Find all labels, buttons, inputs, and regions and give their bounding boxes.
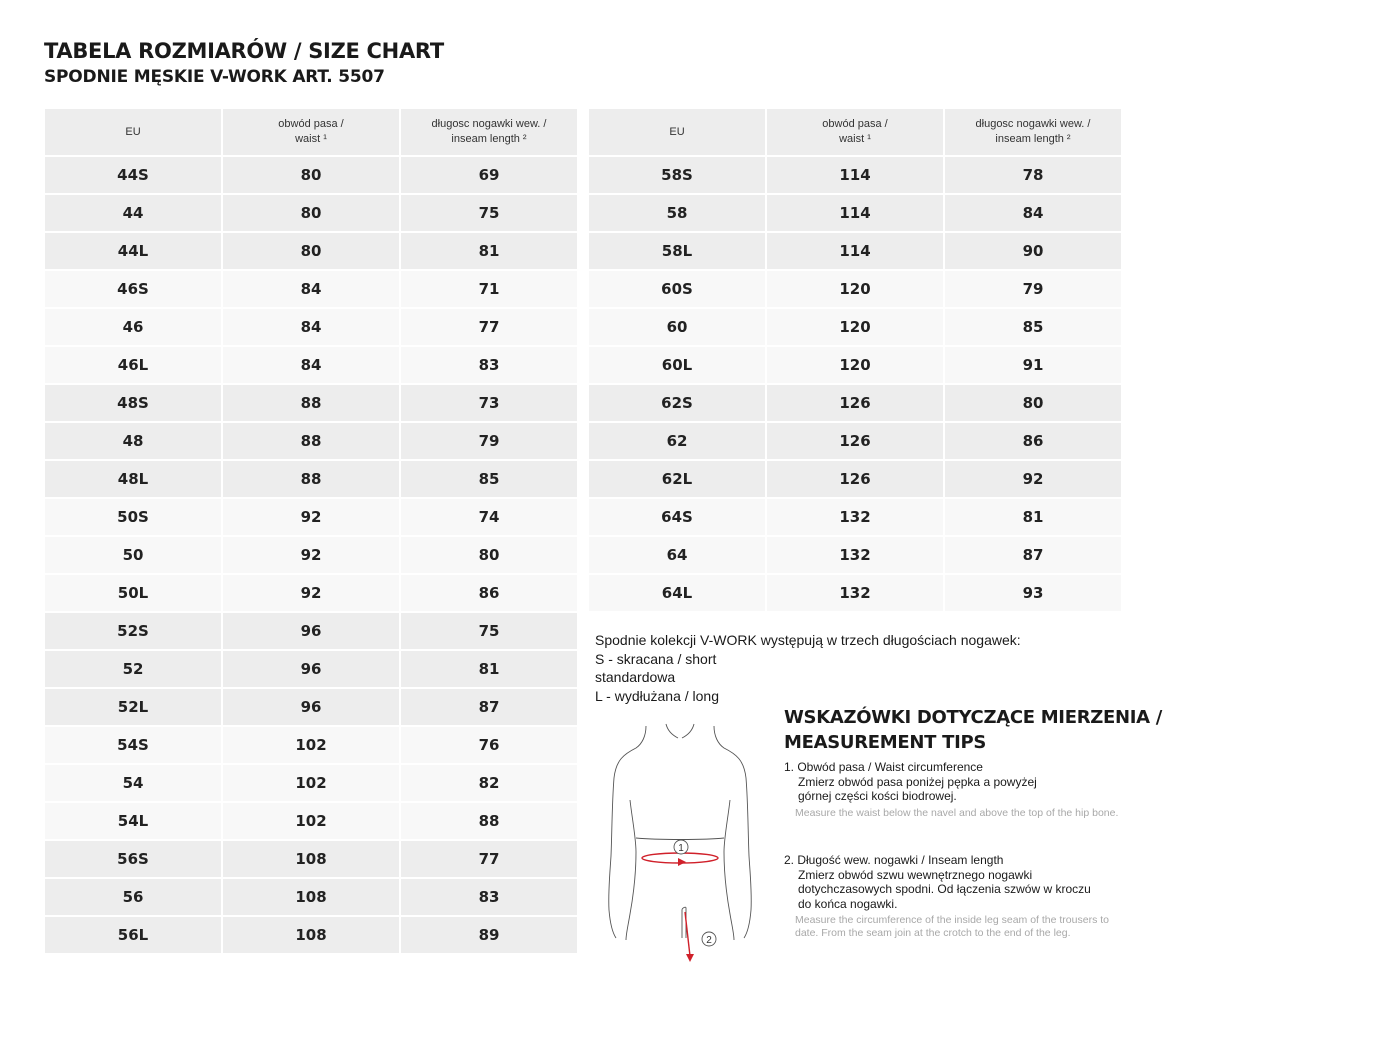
table-row bbox=[45, 727, 577, 763]
table-row bbox=[589, 385, 1121, 421]
cell-eu-size: 50L bbox=[45, 575, 221, 611]
table-row bbox=[45, 309, 577, 345]
cell-eu-size: 44L bbox=[45, 233, 221, 269]
table-row bbox=[45, 499, 577, 535]
table-row bbox=[45, 271, 577, 307]
tip-heading: 2. Długość wew. nogawki / Inseam length bbox=[784, 853, 1004, 867]
table-row bbox=[45, 575, 577, 611]
column-header-waist-line1: obwód pasa / bbox=[822, 118, 888, 130]
cell-waist: 108 bbox=[223, 917, 399, 953]
cell-waist: 108 bbox=[223, 841, 399, 877]
cell-eu-size: 64 bbox=[589, 537, 765, 573]
cell-eu-size: 62 bbox=[589, 423, 765, 459]
size-table-left-body bbox=[45, 157, 577, 953]
cell-eu-size: 48L bbox=[45, 461, 221, 497]
tip-inseam bbox=[784, 853, 1124, 940]
cell-waist: 114 bbox=[767, 157, 943, 193]
cell-waist: 88 bbox=[223, 423, 399, 459]
column-header-waist-line2: waist ¹ bbox=[839, 133, 871, 145]
column-header-inseam-line1: długosc nogawki wew. / bbox=[431, 118, 547, 130]
cell-waist: 88 bbox=[223, 385, 399, 421]
column-header-eu-label: EU bbox=[669, 125, 685, 138]
cell-inseam: 90 bbox=[945, 233, 1121, 269]
column-header-waist bbox=[223, 109, 399, 155]
table-row bbox=[45, 613, 577, 649]
cell-waist: 96 bbox=[223, 689, 399, 725]
cell-inseam: 86 bbox=[401, 575, 577, 611]
tip-text-en: Measure the waist below the navel and above the top of the hip bone. bbox=[795, 806, 1119, 819]
table-row bbox=[589, 575, 1121, 611]
cell-waist: 84 bbox=[223, 271, 399, 307]
table-row bbox=[45, 841, 577, 877]
cell-waist: 102 bbox=[223, 803, 399, 839]
table-row bbox=[589, 157, 1121, 193]
cell-inseam: 76 bbox=[401, 727, 577, 763]
table-row bbox=[45, 423, 577, 459]
table-row bbox=[45, 879, 577, 915]
cell-inseam: 69 bbox=[401, 157, 577, 193]
length-note-line: standardowa bbox=[595, 669, 676, 685]
cell-inseam: 78 bbox=[945, 157, 1121, 193]
length-note-line: Spodnie kolekcji V-WORK występują w trzech długościach nogawek: bbox=[595, 632, 1021, 648]
cell-waist: 102 bbox=[223, 765, 399, 801]
cell-inseam: 75 bbox=[401, 613, 577, 649]
cell-eu-size: 62S bbox=[589, 385, 765, 421]
cell-eu-size: 52 bbox=[45, 651, 221, 687]
cell-eu-size: 56L bbox=[45, 917, 221, 953]
column-header-inseam-line1: długosc nogawki wew. / bbox=[975, 118, 1091, 130]
column-header-waist-line2: waist ¹ bbox=[295, 133, 327, 145]
measurement-tips-title-line1: WSKAZÓWKI DOTYCZĄCE MIERZENIA / bbox=[784, 707, 1163, 728]
cell-inseam: 89 bbox=[401, 917, 577, 953]
cell-eu-size: 52S bbox=[45, 613, 221, 649]
cell-inseam: 82 bbox=[401, 765, 577, 801]
cell-inseam: 77 bbox=[401, 309, 577, 345]
cell-eu-size: 50 bbox=[45, 537, 221, 573]
cell-inseam: 87 bbox=[401, 689, 577, 725]
tip-text-pl: Zmierz obwód szwu wewnętrznego nogawki bbox=[798, 867, 1033, 882]
cell-inseam: 80 bbox=[401, 537, 577, 573]
cell-inseam: 85 bbox=[945, 309, 1121, 345]
cell-waist: 84 bbox=[223, 309, 399, 345]
cell-eu-size: 52L bbox=[45, 689, 221, 725]
cell-eu-size: 60S bbox=[589, 271, 765, 307]
inseam-marker-label: 2 bbox=[706, 935, 712, 946]
column-header-inseam-line2: inseam length ² bbox=[451, 133, 527, 145]
cell-eu-size: 64S bbox=[589, 499, 765, 535]
size-table-right bbox=[587, 107, 1123, 613]
cell-waist: 108 bbox=[223, 879, 399, 915]
cell-eu-size: 58 bbox=[589, 195, 765, 231]
cell-waist: 120 bbox=[767, 309, 943, 345]
length-note-line: L - wydłużana / long bbox=[595, 687, 719, 704]
cell-eu-size: 54S bbox=[45, 727, 221, 763]
cell-waist: 80 bbox=[223, 157, 399, 193]
cell-eu-size: 54L bbox=[45, 803, 221, 839]
cell-eu-size: 50S bbox=[45, 499, 221, 535]
tip-text-pl: Zmierz obwód pasa poniżej pępka a powyżej bbox=[798, 774, 1037, 789]
size-table-left bbox=[43, 107, 579, 955]
cell-waist: 96 bbox=[223, 613, 399, 649]
length-note bbox=[595, 631, 1021, 705]
cell-inseam: 86 bbox=[945, 423, 1121, 459]
cell-inseam: 73 bbox=[401, 385, 577, 421]
table-row bbox=[45, 537, 577, 573]
table-row bbox=[589, 271, 1121, 307]
cell-eu-size: 44S bbox=[45, 157, 221, 193]
cell-eu-size: 46L bbox=[45, 347, 221, 383]
tip-text-pl: do końca nogawki. bbox=[798, 896, 898, 911]
body-outline bbox=[609, 724, 752, 940]
size-table-right-body bbox=[589, 157, 1121, 611]
table-row bbox=[589, 423, 1121, 459]
table-row bbox=[45, 157, 577, 193]
cell-eu-size: 58S bbox=[589, 157, 765, 193]
tip-text-pl: dotychczasowych spodni. Od łączenia szwów w kroczu bbox=[798, 882, 1091, 896]
column-header-inseam bbox=[401, 109, 577, 155]
table-row bbox=[589, 233, 1121, 269]
cell-eu-size: 48 bbox=[45, 423, 221, 459]
cell-waist: 132 bbox=[767, 499, 943, 535]
cell-inseam: 88 bbox=[401, 803, 577, 839]
body-measurement-figure bbox=[606, 722, 756, 970]
cell-waist: 80 bbox=[223, 195, 399, 231]
measurement-tips-title bbox=[784, 705, 1162, 755]
cell-waist: 114 bbox=[767, 195, 943, 231]
column-header-inseam bbox=[945, 109, 1121, 155]
tip-text-en: Measure the circumference of the inside leg seam of the trousers to date. From the seam join at the crotch to the end of the leg. bbox=[795, 914, 1109, 939]
table-row bbox=[589, 461, 1121, 497]
column-header-eu bbox=[589, 109, 765, 155]
cell-eu-size: 48S bbox=[45, 385, 221, 421]
cell-inseam: 71 bbox=[401, 271, 577, 307]
cell-waist: 132 bbox=[767, 537, 943, 573]
cell-eu-size: 60L bbox=[589, 347, 765, 383]
cell-inseam: 87 bbox=[945, 537, 1121, 573]
tip-waist bbox=[784, 760, 1124, 820]
table-row bbox=[589, 195, 1121, 231]
column-header-eu-label: EU bbox=[125, 125, 141, 138]
cell-eu-size: 46 bbox=[45, 309, 221, 345]
cell-eu-size: 44 bbox=[45, 195, 221, 231]
cell-eu-size: 58L bbox=[589, 233, 765, 269]
cell-waist: 88 bbox=[223, 461, 399, 497]
cell-inseam: 79 bbox=[945, 271, 1121, 307]
cell-eu-size: 46S bbox=[45, 271, 221, 307]
table-row bbox=[45, 651, 577, 687]
cell-waist: 92 bbox=[223, 537, 399, 573]
cell-waist: 126 bbox=[767, 461, 943, 497]
table-row bbox=[45, 195, 577, 231]
length-note-line: S - skracana / short bbox=[595, 650, 717, 667]
cell-eu-size: 64L bbox=[589, 575, 765, 611]
cell-inseam: 81 bbox=[945, 499, 1121, 535]
column-header-waist-line1: obwód pasa / bbox=[278, 118, 344, 130]
table-row bbox=[45, 689, 577, 725]
cell-waist: 96 bbox=[223, 651, 399, 687]
table-header-row bbox=[45, 109, 577, 155]
cell-waist: 120 bbox=[767, 271, 943, 307]
inseam-arrow-icon bbox=[686, 954, 694, 962]
cell-waist: 80 bbox=[223, 233, 399, 269]
waist-marker-label: 1 bbox=[678, 843, 684, 854]
table-row bbox=[589, 309, 1121, 345]
column-header-eu bbox=[45, 109, 221, 155]
cell-inseam: 83 bbox=[401, 879, 577, 915]
cell-waist: 92 bbox=[223, 499, 399, 535]
cell-waist: 114 bbox=[767, 233, 943, 269]
cell-waist: 102 bbox=[223, 727, 399, 763]
table-row bbox=[45, 803, 577, 839]
table-row bbox=[45, 917, 577, 953]
table-row bbox=[45, 233, 577, 269]
column-header-inseam-line2: inseam length ² bbox=[995, 133, 1071, 145]
cell-waist: 132 bbox=[767, 575, 943, 611]
page-subtitle: SPODNIE MĘSKIE V-WORK ART. 5507 bbox=[44, 67, 385, 87]
cell-inseam: 93 bbox=[945, 575, 1121, 611]
cell-inseam: 83 bbox=[401, 347, 577, 383]
cell-inseam: 81 bbox=[401, 651, 577, 687]
tip-heading: 1. Obwód pasa / Waist circumference bbox=[784, 760, 983, 774]
cell-eu-size: 62L bbox=[589, 461, 765, 497]
cell-waist: 126 bbox=[767, 423, 943, 459]
cell-inseam: 84 bbox=[945, 195, 1121, 231]
table-row bbox=[45, 385, 577, 421]
cell-inseam: 85 bbox=[401, 461, 577, 497]
measurement-tips-title-line2: MEASUREMENT TIPS bbox=[784, 732, 987, 753]
page-title: TABELA ROZMIARÓW / SIZE CHART bbox=[44, 39, 444, 63]
cell-eu-size: 56S bbox=[45, 841, 221, 877]
table-row bbox=[45, 765, 577, 801]
cell-waist: 120 bbox=[767, 347, 943, 383]
waist-arrow-icon bbox=[678, 858, 686, 866]
cell-inseam: 79 bbox=[401, 423, 577, 459]
table-row bbox=[589, 499, 1121, 535]
table-row bbox=[45, 461, 577, 497]
cell-inseam: 74 bbox=[401, 499, 577, 535]
cell-eu-size: 60 bbox=[589, 309, 765, 345]
cell-inseam: 75 bbox=[401, 195, 577, 231]
column-header-waist bbox=[767, 109, 943, 155]
cell-inseam: 92 bbox=[945, 461, 1121, 497]
cell-waist: 92 bbox=[223, 575, 399, 611]
table-row bbox=[45, 347, 577, 383]
cell-inseam: 80 bbox=[945, 385, 1121, 421]
tip-text-pl: górnej części kości biodrowej. bbox=[798, 789, 957, 803]
cell-waist: 84 bbox=[223, 347, 399, 383]
cell-inseam: 91 bbox=[945, 347, 1121, 383]
cell-eu-size: 54 bbox=[45, 765, 221, 801]
table-header-row bbox=[589, 109, 1121, 155]
table-row bbox=[589, 537, 1121, 573]
cell-waist: 126 bbox=[767, 385, 943, 421]
cell-inseam: 81 bbox=[401, 233, 577, 269]
cell-eu-size: 56 bbox=[45, 879, 221, 915]
cell-inseam: 77 bbox=[401, 841, 577, 877]
table-row bbox=[589, 347, 1121, 383]
